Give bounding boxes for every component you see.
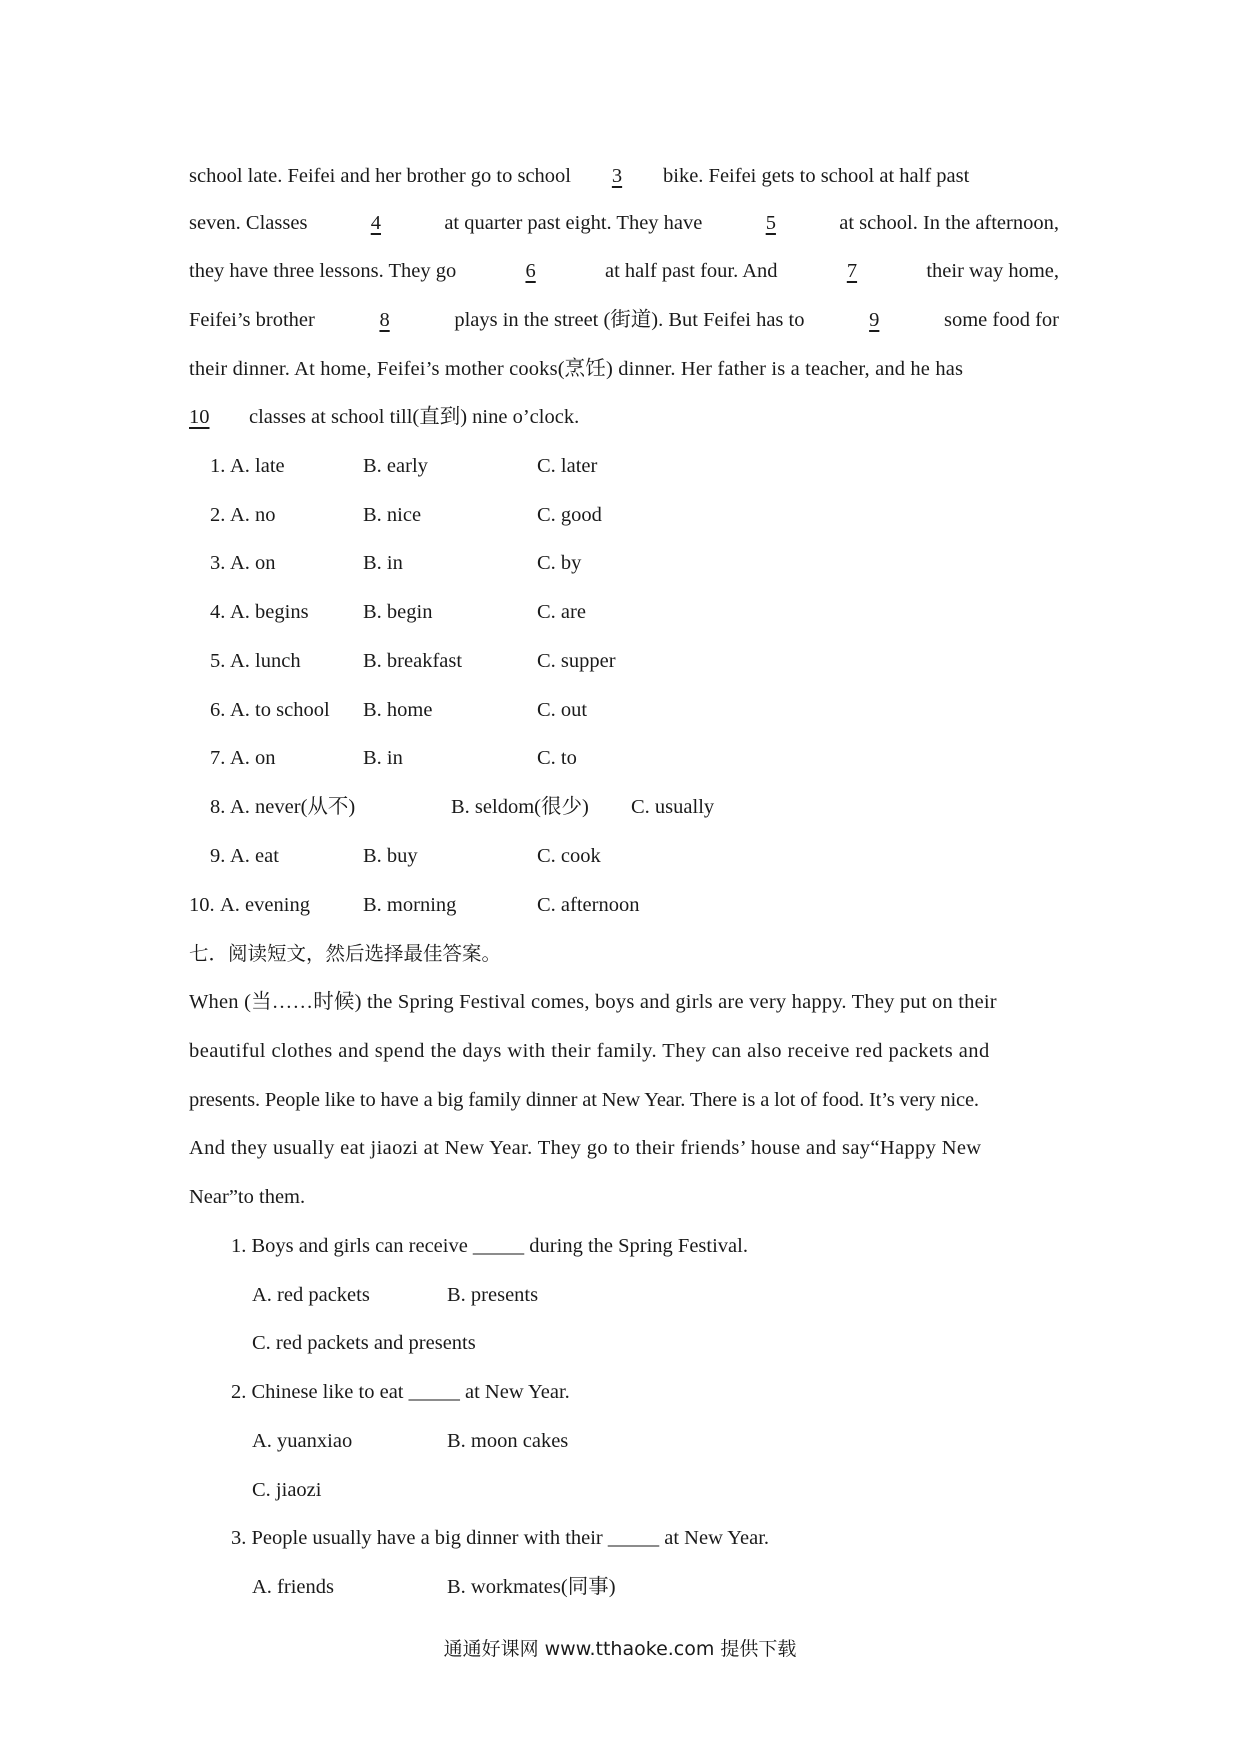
option-b: B. early — [363, 455, 428, 477]
option-b: B. morning — [363, 894, 457, 916]
question-1: 1. Boys and girls can receive _____ during the Spring Festival. — [231, 1235, 748, 1257]
passage1-line-4 — [189, 305, 1059, 335]
option-c: C. usually — [631, 796, 715, 818]
text: bike. Feifei gets to school at half past — [663, 165, 970, 187]
blank-9: 9 — [869, 309, 880, 331]
option-number: 10. — [189, 894, 215, 916]
blank-3: 3 — [611, 165, 623, 187]
passage1-line-3 — [189, 256, 1059, 286]
option-number: 4. — [210, 601, 226, 623]
option-c: C. afternoon — [537, 894, 640, 916]
passage2-line-4: And they usually eat jiaozi at New Year. They go to their friends’ house and say“Happy New — [189, 1137, 982, 1159]
option-b: B. nice — [363, 504, 422, 526]
option-c: C. supper — [537, 650, 616, 672]
option-b: B. seldom(很少) — [451, 796, 589, 818]
option-b: B. home — [363, 699, 433, 721]
option-c: C. good — [537, 504, 602, 526]
passage1-line-6 — [189, 402, 1059, 432]
passage1-line-2 — [189, 208, 1059, 238]
question-1-option-a: A. red packets — [252, 1284, 370, 1306]
blank-10: 10 — [189, 406, 210, 428]
text: their way home, — [926, 260, 1059, 282]
question-2-option-c: C. jiaozi — [252, 1479, 322, 1501]
option-a: A. lunch — [230, 650, 301, 672]
option-a: A. evening — [220, 894, 310, 916]
option-a: A. to school — [230, 699, 330, 721]
text: at school. In the afternoon, — [839, 212, 1059, 234]
question-3-option-b: B. workmates(同事) — [447, 1576, 616, 1598]
blank-5: 5 — [765, 212, 776, 234]
text: seven. Classes — [189, 212, 308, 234]
option-c: C. to — [537, 747, 577, 769]
option-c: C. later — [537, 455, 598, 477]
question-3: 3. People usually have a big dinner with their _____ at New Year. — [231, 1527, 770, 1549]
text: classes at school till(直到) nine o’clock. — [249, 406, 580, 428]
text: they have three lessons. They go — [189, 260, 457, 282]
text: Feifei’s brother — [189, 309, 315, 331]
blank-8: 8 — [379, 309, 390, 331]
option-a: A. no — [230, 504, 276, 526]
option-number: 6. — [210, 699, 226, 721]
question-1-option-b: B. presents — [447, 1284, 539, 1306]
option-number: 8. — [210, 796, 226, 818]
option-a: A. never(从不) — [230, 796, 356, 818]
blank-6: 6 — [525, 260, 536, 282]
text: at half past four. And — [605, 260, 778, 282]
option-number: 9. — [210, 845, 226, 867]
option-b: B. buy — [363, 845, 418, 867]
passage2-line-2: beautiful clothes and spend the days with their family. They can also receive red packets and — [189, 1040, 990, 1062]
passage2-line-5: Near”to them. — [189, 1186, 306, 1208]
passage1-line-1 — [189, 161, 1059, 191]
text: at quarter past eight. They have — [444, 212, 703, 234]
option-number: 1. — [210, 455, 226, 477]
text: school late. Feifei and her brother go to school — [189, 165, 571, 187]
option-c: C. cook — [537, 845, 601, 867]
blank-4: 4 — [370, 212, 381, 234]
question-2: 2. Chinese like to eat _____ at New Year. — [231, 1381, 570, 1403]
option-number: 2. — [210, 504, 226, 526]
option-number: 7. — [210, 747, 226, 769]
passage2-line-3: presents. People like to have a big family dinner at New Year. There is a lot of food. It’s very nice. — [189, 1089, 979, 1111]
option-a: A. late — [230, 455, 285, 477]
question-1-option-c: C. red packets and presents — [252, 1332, 476, 1354]
question-2-option-a: A. yuanxiao — [252, 1430, 353, 1452]
option-number: 3. — [210, 552, 226, 574]
text: some food for — [943, 309, 1059, 331]
option-a: A. eat — [230, 845, 279, 867]
option-c: C. out — [537, 699, 588, 721]
option-a: A. on — [230, 747, 276, 769]
option-a: A. begins — [230, 601, 309, 623]
question-3-option-a: A. friends — [252, 1576, 334, 1598]
text: When (当……时候) the Spring Festival comes, boys and girls are very happy. They put on their — [189, 991, 997, 1013]
option-c: C. by — [537, 552, 582, 574]
option-b: B. breakfast — [363, 650, 463, 672]
section-heading: 七．阅读短文，然后选择最佳答案。 — [189, 942, 502, 965]
option-b: B. begin — [363, 601, 433, 623]
question-2-option-b: B. moon cakes — [447, 1430, 569, 1452]
option-b: B. in — [363, 552, 403, 574]
passage2-line-1 — [189, 987, 1059, 1017]
passage1-line-5: their dinner. At home, Feifei’s mother cooks(烹饪) dinner. Her father is a teacher, and he has — [189, 358, 964, 380]
option-number: 5. — [210, 650, 226, 672]
option-a: A. on — [230, 552, 276, 574]
text: plays in the street (街道). But Feifei has to — [454, 309, 805, 331]
footer-credit: 通通好课网 www.tthaoke.com 提供下载 — [443, 1638, 797, 1660]
blank-7: 7 — [846, 260, 858, 282]
option-c: C. are — [537, 601, 586, 623]
option-b: B. in — [363, 747, 403, 769]
